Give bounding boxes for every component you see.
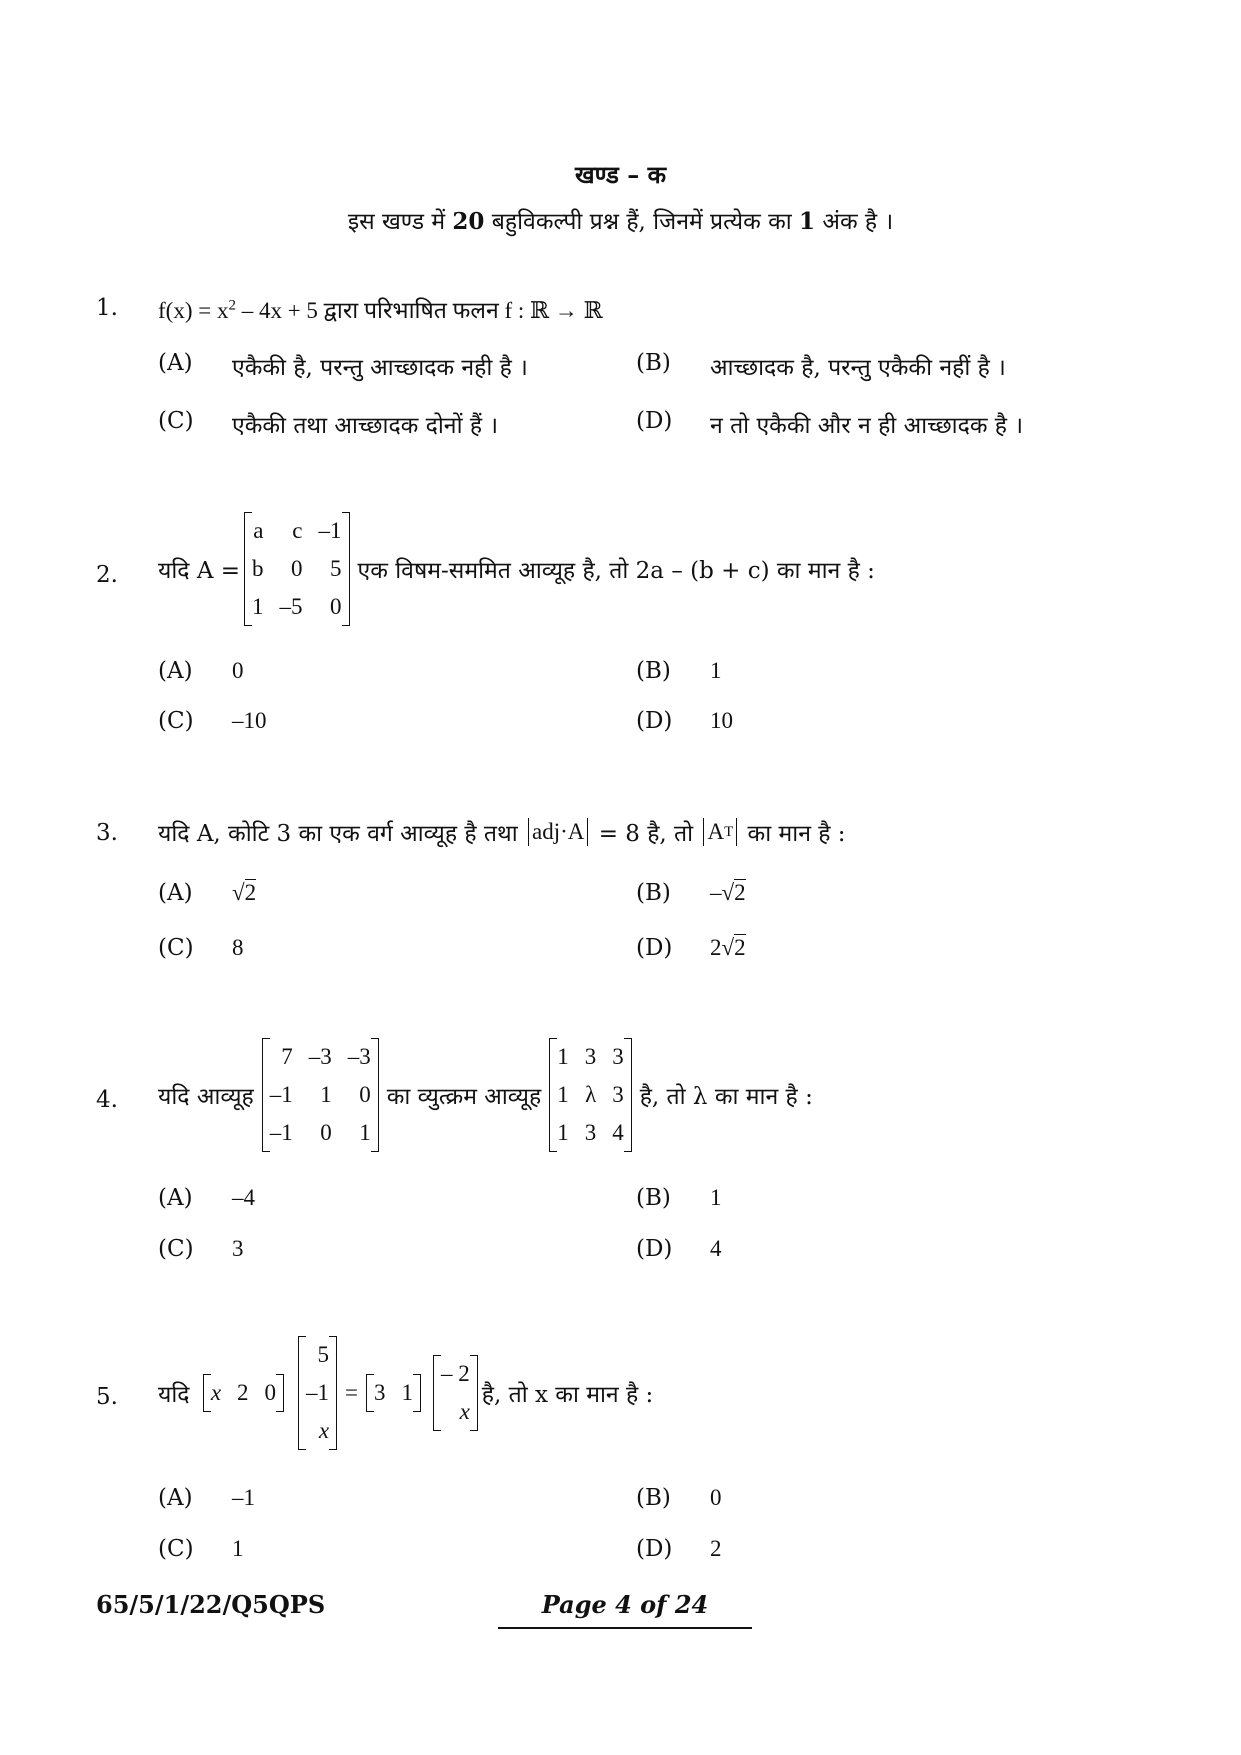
question-2-option-b[interactable]: (B) 1: [636, 658, 722, 684]
paper-code: 65/5/1/22/Q5QPS: [96, 1590, 326, 1619]
question-3-text: यदि A, कोटि 3 का एक वर्ग आव्यूह है तथा adj·A = 8 है, तो A T का मान है :: [158, 819, 846, 847]
matrix-given: 7 –3 –3 –1 1 0 –1 0 1: [262, 1038, 379, 1152]
question-1-option-d[interactable]: (D) न तो एकैकी और न ही आच्छादक है ।: [636, 408, 1024, 439]
matrix-inverse: 1 3 3 1 λ 3 1 3 4: [549, 1038, 632, 1152]
question-3-number: 3.: [96, 820, 118, 846]
column-vector-1: 5 –1 x: [298, 1336, 337, 1450]
question-4-option-a[interactable]: (A) –4: [158, 1185, 255, 1211]
question-5-option-d[interactable]: (D) 2: [636, 1536, 722, 1562]
matrix-a: a c –1 b 0 5 1 –5 0: [244, 512, 350, 626]
column-vector-2: – 2 x: [433, 1355, 478, 1431]
question-3-option-a[interactable]: (A) √2: [158, 880, 257, 906]
section-title: खण्ड – क: [574, 160, 666, 189]
question-1-number: 1.: [96, 295, 118, 321]
question-4-option-d[interactable]: (D) 4: [636, 1236, 722, 1262]
question-1-option-c[interactable]: (C) एकैकी तथा आच्छादक दोनों हैं ।: [158, 408, 499, 439]
question-2-text: यदि A = a c –1 b 0 5 1 –5 0 एक विषम-सममित आव्यूह है, तो 2a – (b + c) का मान है :: [158, 512, 875, 626]
question-2-option-a[interactable]: (A) 0: [158, 658, 244, 684]
row-vector-1: x 2 0: [203, 1374, 284, 1412]
question-3-option-c[interactable]: (C) 8: [158, 935, 244, 961]
question-5-option-c[interactable]: (C) 1: [158, 1536, 244, 1562]
question-5-number: 5.: [96, 1384, 118, 1410]
question-1-option-a[interactable]: (A) एकैकी है, परन्तु आच्छादक नही है ।: [158, 350, 528, 381]
question-1-option-b[interactable]: (B) आच्छादक है, परन्तु एकैकी नहीं है ।: [636, 350, 1006, 381]
question-2-option-c[interactable]: (C) –10: [158, 708, 267, 734]
question-1-text: $f(x) = x^2 - 4x + 5$ द्वारा परिभाषित फलन f : ℝ → ℝ: [158, 297, 603, 323]
question-4-number: 4.: [96, 1087, 118, 1113]
question-2-number: 2.: [96, 562, 118, 588]
question-2-option-d[interactable]: (D) 10: [636, 708, 733, 734]
question-4-option-c[interactable]: (C) 3: [158, 1236, 244, 1262]
question-4-option-b[interactable]: (B) 1: [636, 1185, 722, 1211]
question-5-text: यदि x 2 0 5 –1 x = 3 1 – 2 x है, तो x का मान है :: [158, 1336, 653, 1450]
question-3-option-d[interactable]: (D) 2√2: [636, 935, 746, 961]
question-5-option-b[interactable]: (B) 0: [636, 1485, 722, 1511]
question-4-text: यदि आव्यूह 7 –3 –3 –1 1 0 –1 0 1 का व्युत्क्रम आव्यूह 1 3 3 1 λ 3 1 3 4 है, तो λ का मान है :: [158, 1038, 813, 1152]
question-3-option-b[interactable]: (B) –√2: [636, 880, 746, 906]
question-5-option-a[interactable]: (A) –1: [158, 1485, 255, 1511]
page-number: Page 4 of 24: [498, 1590, 752, 1629]
row-vector-2: 3 1: [366, 1374, 421, 1412]
section-intro: इस खण्ड में 20 बहुविकल्पी प्रश्न हैं, जिनमें प्रत्येक का 1 अंक है ।: [347, 208, 894, 235]
